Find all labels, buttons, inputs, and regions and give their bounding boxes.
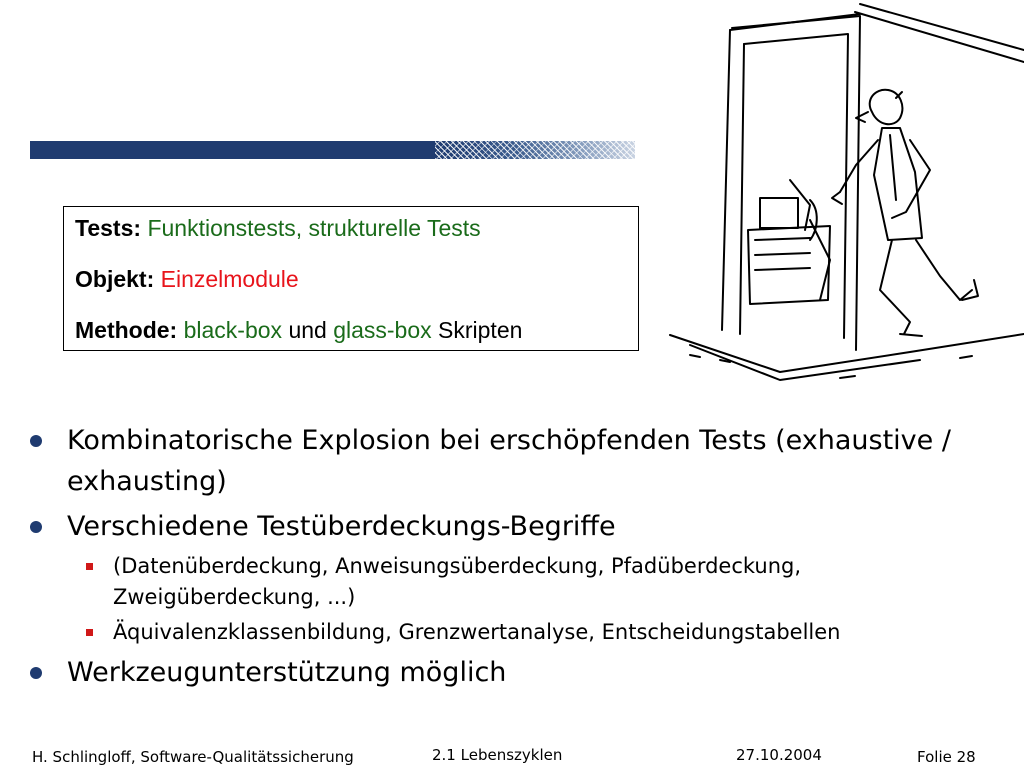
footer-chapter: 2.1 Lebenszyklen [432,746,563,764]
footer [0,744,1024,768]
bullet-item [30,506,990,547]
info-box [63,206,639,351]
bullet-item [30,652,990,693]
bullet-list [30,420,990,697]
methode-glassbox: glass-box [333,317,432,343]
footer-slide-number: Folie 28 [917,748,976,766]
title-band-dither [435,141,635,159]
sub-bullet-square-icon [86,629,93,636]
methode-label: Methode: [75,317,178,343]
info-row-methode [75,317,628,343]
methode-blackbox: black-box [183,317,283,343]
tests-label: Tests: [75,215,142,241]
sub-bullet-item [30,551,990,613]
sub-bullet-text: (Datenüberdeckung, Anweisungsüberdeckung, Pfadüberdeckung, Zweigüberdeckung, ...) [113,554,802,609]
objekt-value: Einzelmodule [160,266,299,292]
cartoon-illustration [660,0,1024,400]
bullet-dot-icon [30,667,42,679]
bullet-dot-icon [30,521,42,533]
bullet-item [30,420,990,502]
bullet-text: Werkzeugunterstützung möglich [67,657,507,688]
methode-skripten: Skripten [438,317,523,343]
bullet-text: Verschiedene Testüberdeckungs-Begriffe [67,511,616,542]
title-band-solid [30,141,435,159]
sub-bullet-square-icon [86,563,93,570]
sub-bullet-item [30,617,990,648]
footer-date: 27.10.2004 [736,746,822,764]
bullet-text: Kombinatorische Explosion bei erschöpfenden Tests (exhaustive / exhausting) [67,425,951,497]
tests-value: Funktionstests, strukturelle Tests [147,215,481,241]
title-band [30,141,635,159]
objekt-label: Objekt: [75,266,155,292]
bullet-dot-icon [30,435,42,447]
footer-author: H. Schlingloff, Software-Qualitätssicherung [32,748,354,766]
info-row-objekt [75,266,628,292]
methode-und: und [288,317,327,343]
sub-bullet-text: Äquivalenzklassenbildung, Grenzwertanalyse, Entscheidungstabellen [113,620,841,644]
info-row-tests [75,215,628,241]
